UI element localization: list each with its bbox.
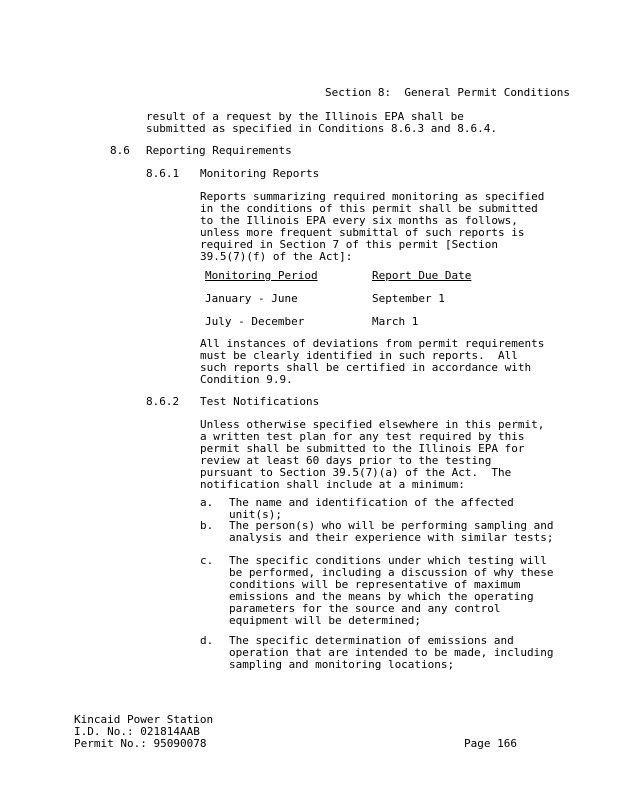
deviations-paragraph: All instances of deviations from permit requirements must be clearly identified in such reports. All such reports shall be certified in accordance with Condition 9.9.	[200, 337, 551, 386]
table-cell-period: July - December	[205, 315, 305, 328]
list-item: The name and identification of the affected unit(s);	[229, 496, 521, 521]
table-cell-due: September 1	[372, 292, 445, 305]
section-8-6-title: Reporting Requirements	[146, 144, 292, 157]
list-item-marker: c.	[200, 554, 214, 567]
list-item-marker: a.	[200, 496, 214, 509]
section-8-6-1-title: Monitoring Reports	[200, 167, 320, 180]
footer-block	[74, 714, 213, 750]
list-item-marker: b.	[200, 519, 214, 532]
footer-id-number: I.D. No.: 021814AAB	[74, 725, 200, 738]
section-8-6-2-number: 8.6.2	[146, 395, 180, 408]
section-header: Section 8: General Permit Conditions	[324, 86, 570, 99]
section-8-6-number: 8.6	[110, 144, 130, 157]
page-number: Page 166	[464, 737, 517, 750]
footer-permit-number: Permit No.: 95090078	[74, 737, 207, 750]
monitoring-reports-paragraph: Reports summarizing required monitoring as specified in the conditions of this permit shall be submitted to the Illinois EPA every six months as follows, unless more frequent submittal of such reports is required in Section 7 of this permit [Section 39.5(7)(f) of the Act]:	[200, 190, 551, 263]
table-header-monitoring-period: Monitoring Period	[205, 269, 318, 282]
list-item: The specific determination of emissions and operation that are intended to be made, including sampling and monitoring locations;	[229, 634, 561, 671]
table-cell-period: January - June	[205, 292, 298, 305]
table-cell-due: March 1	[372, 315, 419, 328]
section-8-6-2-title: Test Notifications	[200, 395, 320, 408]
list-item: The specific conditions under which testing will be performed, including a discussion of why these conditions will be representative of maximum emissions and the means by which the operating parameters for the source and any control equipment will be determined;	[229, 554, 561, 627]
list-item-marker: d.	[200, 634, 214, 647]
footer-station: Kincaid Power Station	[74, 713, 214, 726]
table-header-report-due-date: Report Due Date	[372, 269, 472, 282]
section-8-6-1-number: 8.6.1	[146, 167, 180, 180]
test-notifications-paragraph: Unless otherwise specified elsewhere in this permit, a written test plan for any test required by this permit shall be submitted to the Illinois EPA for review at least 60 days prior to the testing pursuant to Section 39.5(7)(a) of the Act. The notification shall include at a minimum:	[200, 418, 551, 491]
intro-paragraph: result of a request by the Illinois EPA shall be submitted as specified in Conditions 8.6.3 and 8.6.4.	[146, 110, 497, 135]
list-item: The person(s) who will be performing sampling and analysis and their experience with similar tests;	[229, 519, 561, 544]
